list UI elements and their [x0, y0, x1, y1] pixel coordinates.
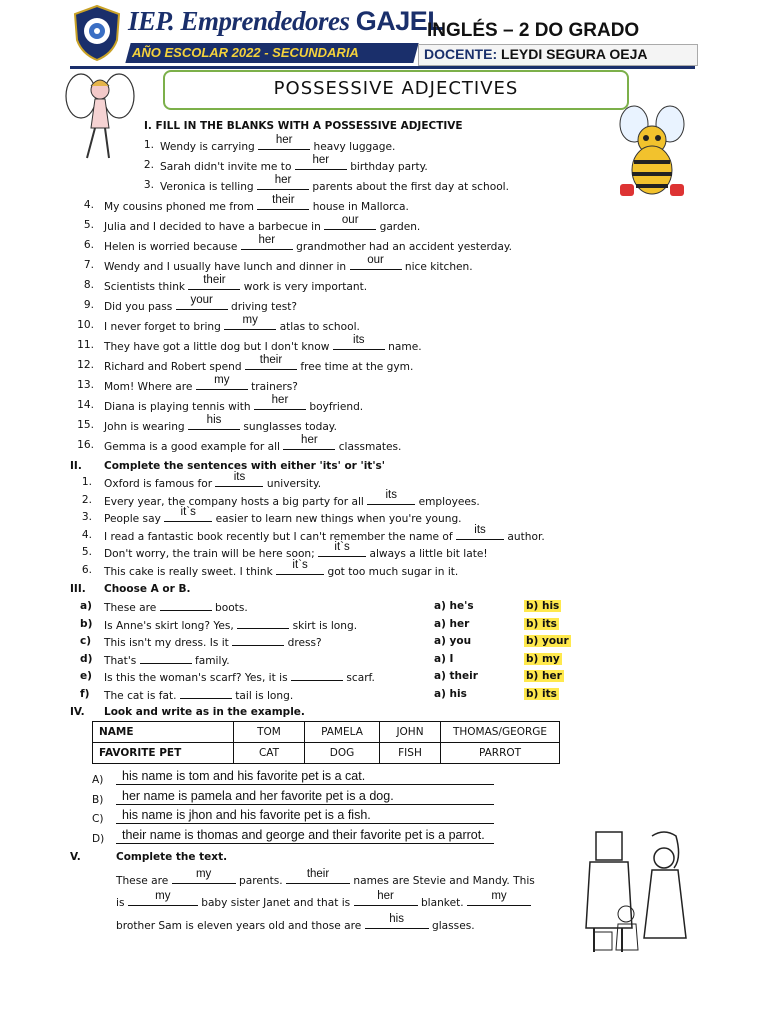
item-number: 3. [143, 179, 154, 191]
sentence-end: work is very important. [243, 281, 368, 293]
blank [257, 174, 309, 190]
item-number: 9. [83, 299, 94, 311]
exercise-sentence [160, 134, 396, 153]
answer-letter: C) [92, 813, 104, 825]
item-number: 2. [81, 493, 92, 506]
sentence-end: trainers? [251, 381, 298, 393]
sentence-end: got too much sugar in it. [327, 566, 459, 578]
sentence-start: Wendy and I usually have lunch and dinner in [104, 261, 347, 273]
sentence-start: Is this the woman's scarf? Yes, it is [104, 672, 288, 684]
section3-number: III. [70, 583, 86, 595]
blank [295, 154, 347, 170]
sentence-end: sunglasses today. [243, 421, 337, 433]
item-number: 10. [77, 319, 94, 331]
blank [467, 890, 531, 906]
choice-sentence [104, 670, 375, 684]
answer-fill: their [272, 194, 295, 206]
sentence-end: always a little bit late! [369, 548, 488, 561]
answer-fill: my [214, 374, 230, 386]
answer-fill: it`s [292, 559, 308, 571]
item-number: 16. [77, 439, 94, 451]
blank [257, 194, 309, 210]
section5-number: V. [70, 851, 81, 863]
item-number: 4. [83, 199, 94, 211]
blank [456, 523, 504, 540]
sentence-end: free time at the gym. [300, 361, 414, 373]
sentence-start: These are [104, 602, 157, 614]
blank [224, 314, 276, 330]
option-b-selected: b) my [526, 652, 560, 665]
option-a: a) I [434, 652, 454, 665]
text: parents. [239, 875, 283, 887]
text: baby sister Janet and that is [201, 897, 351, 909]
sentence-start: Is Anne's skirt long? Yes, [104, 619, 234, 632]
answer-text: their name is thomas and george and their favorite pet is a parrot. [122, 827, 485, 842]
sentence-end: author. [507, 530, 545, 543]
sentence-start: Veronica is telling [160, 181, 254, 193]
answer-fill: her [301, 434, 318, 446]
blank [324, 214, 376, 230]
blank [172, 868, 236, 884]
option-b-selected: b) your [526, 635, 569, 647]
item-number: 8. [83, 279, 94, 291]
blank [128, 890, 198, 906]
answer-fill: her [275, 134, 293, 146]
blank [215, 471, 263, 487]
exercise-sentence [104, 394, 364, 413]
option-b-selected: b) its [526, 687, 557, 700]
table-cell: NAME [93, 722, 234, 743]
exercise-sentence [104, 488, 480, 508]
exercise-sentence [104, 194, 409, 213]
sentence-end: employees. [418, 495, 480, 508]
option-a: a) he's [434, 600, 474, 612]
option-a: a) their [434, 670, 478, 682]
sentence-end: name. [388, 341, 422, 353]
table-cell: TOM [234, 722, 305, 743]
exercise-sentence [104, 434, 402, 453]
sentence-end: atlas to school. [279, 321, 360, 333]
sentence-end: dress? [287, 637, 322, 649]
answer-fill: it`s [180, 506, 196, 519]
blank [286, 868, 350, 884]
sentence-end: garden. [379, 221, 421, 233]
blank [176, 294, 228, 310]
sentence-start: I read a fantastic book recently but I can't remember the name of [104, 530, 453, 543]
option-a: a) his [434, 687, 467, 700]
choice-sentence [104, 653, 230, 667]
item-number: 6. [81, 564, 92, 576]
exercise-sentence [104, 506, 462, 526]
answer-letter: D) [92, 832, 105, 845]
exercise-sentence [104, 559, 459, 578]
sentence-end: nice kitchen. [404, 261, 473, 273]
answer-fill: her [258, 234, 276, 246]
table-cell: FISH [380, 743, 441, 764]
sentence-end: driving test? [231, 301, 298, 313]
item-number: 13. [77, 379, 94, 391]
blank [258, 134, 310, 150]
blank [160, 600, 212, 611]
answer-fill: its [385, 488, 397, 501]
blank [254, 394, 306, 410]
sentence-start: Helen is worried because [104, 241, 238, 253]
section2-heading: Complete the sentences with either 'its' or 'it's' [104, 460, 386, 472]
sentence-start: Wendy is carrying [160, 141, 255, 153]
answer-fill: his [389, 913, 404, 925]
option-b-selected: b) his [526, 600, 560, 612]
sentence-start: This isn't my dress. Is it [104, 637, 229, 649]
answer-fill: her [271, 394, 289, 406]
sentence-end: grandmother had an accident yesterday. [296, 241, 512, 253]
option-b-selected: b) its [526, 617, 557, 630]
choice-sentence [104, 600, 248, 614]
exercise-sentence [104, 254, 473, 273]
item-number: 3. [81, 511, 92, 524]
section2-number: II. [70, 460, 82, 472]
answer-fill: their [203, 274, 226, 286]
exercise-sentence [104, 354, 414, 373]
sentence-end: family. [195, 654, 230, 667]
answer-fill: her [274, 174, 292, 186]
text: brother Sam is eleven years old and those are [116, 920, 362, 932]
sentence-end: boyfriend. [309, 401, 364, 413]
section4-number: IV. [70, 706, 85, 718]
sentence-end: boots. [215, 602, 248, 614]
sentence-start: Don't worry, the train will be here soon; [104, 548, 315, 561]
exercise-sentence [104, 414, 337, 433]
exercise-sentence [104, 294, 298, 313]
blank [164, 506, 212, 522]
exercise-sentence [104, 314, 360, 333]
answer-text: his name is jhon and his favorite pet is a fish. [122, 808, 371, 822]
text: glasses. [432, 920, 475, 932]
option-a: a) you [434, 635, 472, 647]
item-number: 5. [83, 219, 94, 231]
table-cell: FAVORITE PET [93, 743, 234, 764]
answer-fill: your [190, 294, 213, 306]
answer-fill: her [312, 154, 330, 166]
blank [333, 334, 385, 350]
section1-heading: I. FILL IN THE BLANKS WITH A POSSESSIVE ADJECTIVE [144, 120, 463, 132]
exercise-sentence [104, 234, 512, 253]
sentence-end: easier to learn new things when you're young. [215, 513, 462, 526]
table-cell: JOHN [380, 722, 441, 743]
answer-fill: its [353, 334, 365, 346]
sentence-start: People say [104, 513, 161, 526]
option-b-selected: b) her [526, 670, 562, 682]
text: These are [116, 875, 169, 887]
table-cell: PAMELA [305, 722, 380, 743]
item-letter: f) [80, 687, 90, 700]
sentence-start: I never forget to bring [104, 321, 221, 333]
answer-line [116, 783, 494, 785]
item-number: 1. [143, 139, 154, 151]
blank [188, 274, 240, 290]
sentence-end: house in Mallorca. [312, 201, 409, 213]
answer-fill: its [233, 471, 246, 483]
section4-heading: Look and write as in the example. [104, 706, 305, 718]
exercise-sentence [160, 154, 428, 173]
answer-fill: their [306, 868, 330, 880]
sentence-start: This cake is really sweet. I think [104, 566, 273, 578]
item-number: 7. [83, 259, 94, 271]
section5-line1 [116, 868, 535, 887]
answer-text: her name is pamela and her favorite pet is a dog. [122, 788, 394, 803]
blank [241, 234, 293, 250]
sentence-end: classmates. [338, 441, 402, 453]
exercise-sentence [160, 174, 509, 193]
table-row [93, 743, 560, 764]
sentence-start: Diana is playing tennis with [104, 401, 251, 413]
blank [283, 434, 335, 450]
item-number: 1. [81, 476, 92, 488]
blank [318, 541, 366, 557]
text: is [116, 897, 125, 909]
sentence-start: Julia and I decided to have a barbecue in [104, 221, 321, 233]
sentence-start: They have got a little dog but I don't know [104, 341, 330, 353]
answer-fill: its [474, 523, 486, 536]
option-a: a) her [434, 617, 470, 630]
answer-fill: my [491, 890, 507, 902]
sentence-start: Every year, the company hosts a big party for all [104, 495, 364, 508]
item-number: 5. [81, 546, 92, 559]
family-illustration [582, 828, 702, 956]
sentence-start: That's [104, 654, 137, 667]
item-letter: e) [80, 670, 93, 682]
sentence-end: scarf. [346, 672, 375, 684]
sentence-end: tail is long. [235, 689, 294, 702]
answer-fill: it`s [334, 541, 350, 554]
page-title: POSSESSIVE ADJECTIVES [273, 78, 519, 99]
answer-line [116, 822, 494, 824]
sentence-start: John is wearing [104, 421, 185, 433]
item-number: 2. [143, 159, 154, 171]
blank [140, 653, 192, 664]
exercise-sentence [104, 471, 322, 490]
item-letter: b) [80, 617, 93, 630]
item-number: 14. [77, 399, 94, 411]
answer-fill: her [377, 890, 394, 902]
item-number: 6. [83, 239, 94, 251]
answer-text: his name is tom and his favorite pet is a cat. [122, 769, 366, 783]
blank [196, 374, 248, 390]
sentence-start: The cat is fat. [104, 689, 177, 702]
item-number: 15. [77, 419, 94, 431]
table-cell: CAT [234, 743, 305, 764]
choice-sentence [104, 688, 293, 702]
exercise-sentence [104, 274, 368, 293]
blank [188, 414, 240, 430]
sentence-end: parents about the first day at school. [312, 181, 509, 193]
exercise-sentence [104, 374, 298, 393]
blank [245, 354, 297, 370]
item-number: 12. [77, 359, 94, 371]
answer-fill: our [367, 254, 384, 266]
sentence-start: Mom! Where are [104, 381, 193, 393]
choice-sentence [104, 635, 322, 649]
sentence-end: heavy luggage. [313, 141, 396, 153]
sentence-end: skirt is long. [292, 619, 358, 632]
sentence-start: Gemma is a good example for all [104, 441, 280, 453]
school-year: AÑO ESCOLAR 2022 - SECUNDARIA [132, 45, 359, 60]
exercise-sentence [104, 334, 422, 353]
sentence-end: university. [266, 478, 322, 490]
sentence-end: birthday party. [350, 161, 428, 173]
answer-line [116, 803, 494, 805]
school-crest-icon [72, 4, 122, 62]
course-title: INGLÉS – 2 DO GRADO [427, 20, 640, 41]
table-cell: DOG [305, 743, 380, 764]
answer-line [116, 842, 494, 844]
teacher-line: DOCENTE: LEYDI SEGURA OEJA [424, 46, 648, 62]
table-cell: PARROT [441, 743, 560, 764]
blank [350, 254, 402, 270]
item-number: 4. [81, 528, 92, 541]
sentence-start: Oxford is famous for [104, 478, 213, 490]
fairy-illustration [65, 68, 135, 163]
pets-table [92, 721, 560, 764]
bee-illustration [612, 104, 692, 210]
item-letter: c) [80, 635, 92, 647]
blank [354, 890, 418, 906]
text: blanket. [420, 897, 464, 909]
section5-line3 [116, 913, 475, 932]
answer-letter: B) [92, 793, 104, 806]
blank [367, 488, 415, 505]
item-number: 11. [77, 339, 94, 351]
section3-heading: Choose A or B. [104, 583, 191, 595]
sentence-start: My cousins phoned me from [104, 201, 254, 213]
answer-fill: their [259, 354, 283, 366]
table-cell: THOMAS/GEORGE [441, 722, 560, 743]
school-name: IEP. Emprendedores GAJEL [128, 6, 444, 36]
text: names are Stevie and Mandy. This [353, 875, 535, 887]
sentence-start: Richard and Robert spend [104, 361, 242, 373]
sentence-start: Sarah didn't invite me to [160, 161, 292, 173]
blank [291, 670, 343, 681]
table-row [93, 722, 560, 743]
answer-letter: A) [92, 774, 104, 786]
blank [232, 635, 284, 646]
exercise-sentence [104, 214, 421, 233]
answer-fill: my [242, 314, 258, 326]
item-letter: d) [80, 652, 93, 665]
blank [365, 913, 429, 929]
blank [276, 559, 324, 575]
section5-line2 [116, 890, 531, 909]
item-letter: a) [80, 600, 92, 612]
answer-fill: his [206, 414, 222, 426]
answer-fill: my [155, 890, 171, 902]
answer-fill: our [341, 214, 359, 226]
answer-fill: my [195, 868, 212, 880]
section5-heading: Complete the text. [116, 851, 228, 863]
blank [237, 618, 289, 629]
sentence-start: Scientists think [104, 281, 186, 293]
sentence-start: Did you pass [104, 301, 173, 313]
blank [180, 688, 232, 699]
choice-sentence [104, 618, 357, 632]
